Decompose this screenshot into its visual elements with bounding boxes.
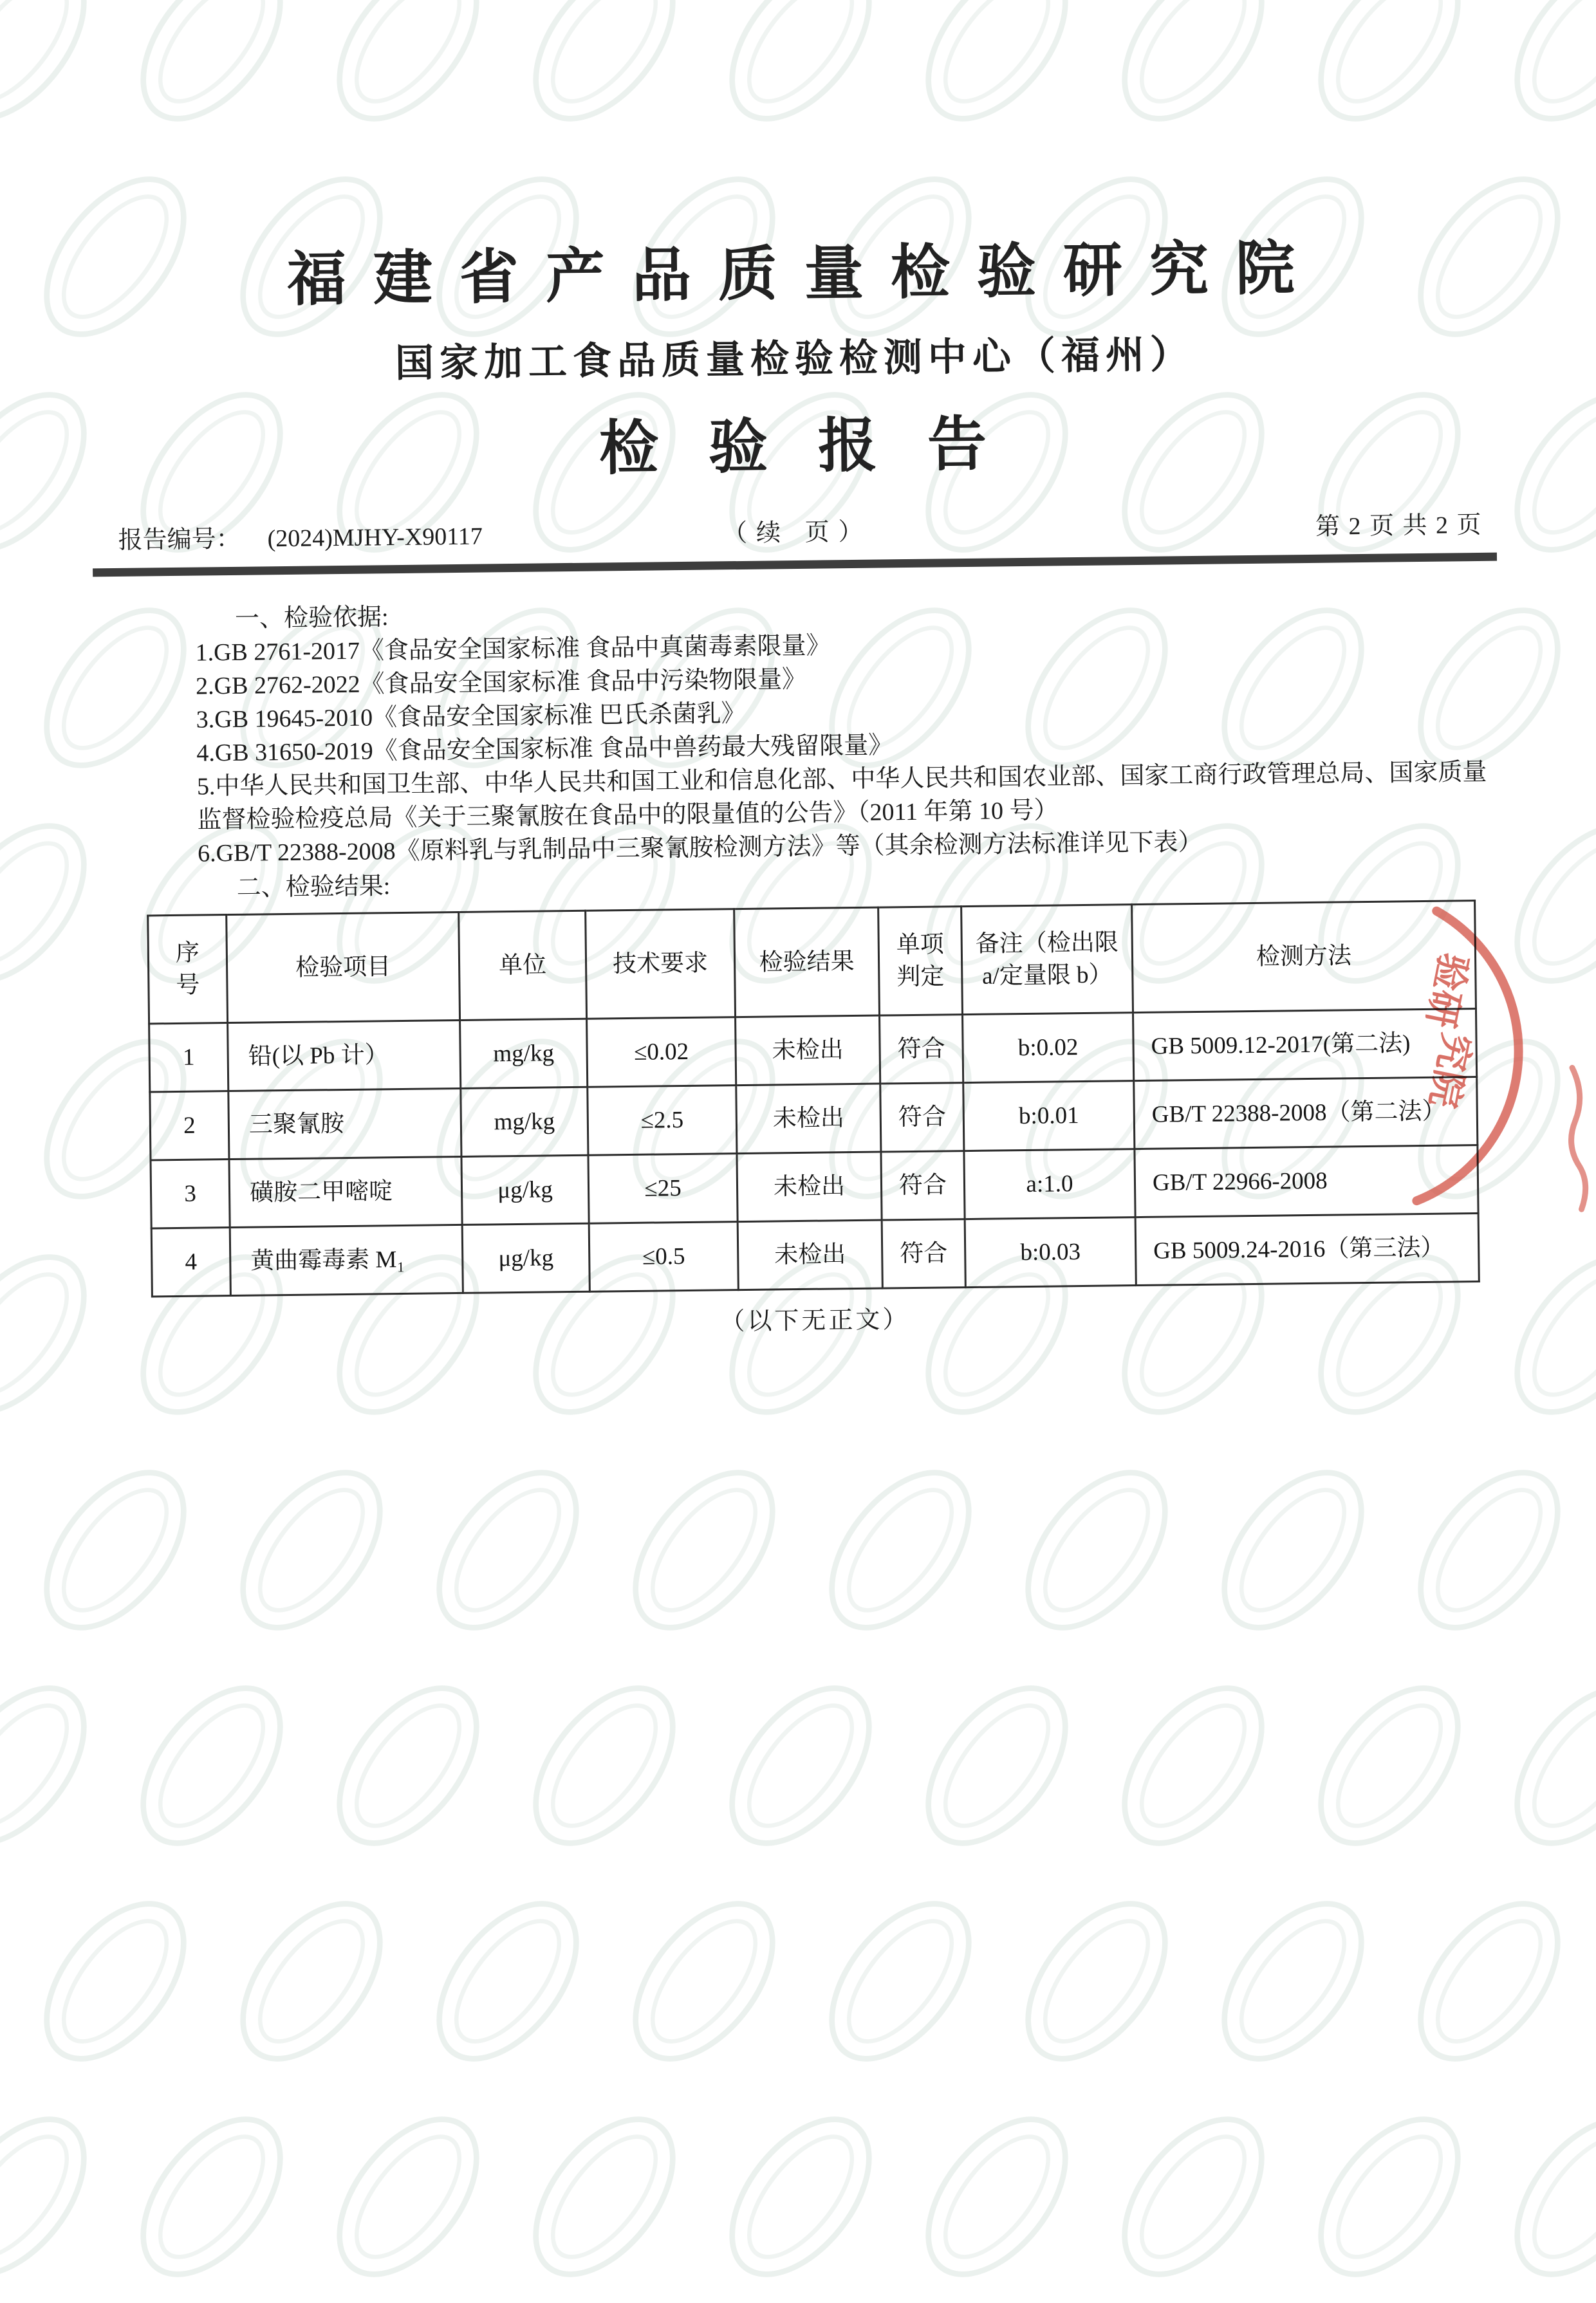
seal-text-fragment2: 究院 — [1422, 1030, 1478, 1111]
table-cell: 三聚氰胺 — [228, 1088, 461, 1159]
report-number-value: (2024)MJHY-X90117 — [267, 523, 483, 553]
table-cell: 符合 — [880, 1083, 964, 1152]
table-cell: GB 5009.24-2016（第三法） — [1135, 1214, 1479, 1286]
continued-page-note: （续 页） — [722, 518, 872, 548]
table-cell: a:1.0 — [964, 1149, 1135, 1219]
table-row — [151, 1214, 1479, 1297]
basis-item: 4.GB 31650-2019《食品安全国家标准 食品中兽药最大残留限量》 — [196, 732, 893, 767]
table-cell: 1 — [149, 1023, 228, 1092]
table-cell: 未检出 — [736, 1084, 881, 1154]
table-cell: 2 — [150, 1091, 229, 1160]
page-info: 第 2 页 共 2 页 — [1315, 511, 1483, 541]
center-title: 国家加工食品质量检验检测中心（福州） — [394, 332, 1195, 385]
basis-heading: 一、检验依据: — [234, 604, 389, 633]
table-cell: GB 5009.12-2017(第二法) — [1133, 1009, 1477, 1081]
table-cell: 未检出 — [737, 1152, 882, 1222]
col-header-item: 检验项目 — [227, 912, 460, 1022]
table-cell: ≤25 — [588, 1154, 738, 1224]
table-cell: 未检出 — [736, 1015, 880, 1086]
results-heading: 二、检验结果: — [236, 873, 391, 902]
table-cell: b:0.03 — [965, 1217, 1136, 1288]
report-number-label: 报告编号： — [118, 525, 241, 554]
table-cell: 磺胺二甲嘧啶 — [229, 1156, 462, 1227]
no-more-text-note: （以下无正文） — [720, 1306, 910, 1336]
table-cell: 3 — [151, 1160, 230, 1228]
col-header-unit: 单位 — [459, 911, 587, 1020]
col-header-judgement: 单项判定 — [878, 907, 963, 1015]
basis-item: 5.中华人民共和国卫生部、中华人民共和国工业和信息化部、中华人民共和国农业部、国家工商行政管理总局、国家质量监督检验检疫总局《关于三聚氰胺在食品中的限量值的公告》（2011 年第 10 号） — [196, 758, 1487, 834]
table-cell: GB/T 22966-2008 — [1135, 1145, 1478, 1217]
table-cell: ≤0.02 — [587, 1017, 736, 1087]
table-cell: GB/T 22388-2008（第二法） — [1134, 1077, 1478, 1149]
seal-smudge — [1570, 1068, 1586, 1209]
basis-item: 6.GB/T 22388-2008《原料乳与乳制品中三聚氰胺检测方法》等（其余检测方法标准详见下表） — [197, 828, 1203, 867]
table-cell: 符合 — [880, 1015, 963, 1084]
basis-item: 2.GB 2762-2022《食品安全国家标准 食品中污染物限量》 — [195, 665, 807, 700]
table-cell: 符合 — [882, 1219, 965, 1288]
table-cell: μg/kg — [461, 1155, 589, 1225]
table-cell: 未检出 — [738, 1220, 882, 1290]
basis-item: 3.GB 19645-2010《食品安全国家标准 巴氏杀菌乳》 — [196, 699, 746, 734]
table-cell: ≤0.5 — [589, 1222, 738, 1292]
report-title: 检验报告 — [598, 411, 1037, 482]
table-cell: 黄曲霉毒素 M₁ — [230, 1225, 463, 1295]
col-header-result: 检验结果 — [734, 907, 880, 1017]
table-cell: 符合 — [881, 1151, 965, 1220]
table-cell: mg/kg — [460, 1019, 588, 1088]
table-cell: 铅(以 Pb 计） — [228, 1020, 461, 1091]
col-header-requirement: 技术要求 — [586, 909, 736, 1019]
results-table — [147, 900, 1480, 1297]
basis-item: 1.GB 2761-2017《食品安全国家标准 食品中真菌毒素限量》 — [195, 632, 831, 667]
col-header-method: 检测方法 — [1132, 901, 1476, 1013]
header-divider — [93, 553, 1497, 577]
org-title: 福建省产品质量检验研究院 — [286, 235, 1322, 313]
report-meta-row — [118, 504, 1482, 555]
table-cell: ≤2.5 — [588, 1086, 737, 1156]
results-table-head — [148, 901, 1476, 1024]
col-header-remark: 备注（检出限 a/定量限 b） — [961, 905, 1133, 1015]
col-header-seq: 序号 — [148, 915, 228, 1024]
table-cell: b:0.02 — [963, 1013, 1134, 1083]
table-cell: b:0.01 — [963, 1081, 1135, 1151]
table-cell: 4 — [151, 1228, 230, 1297]
report-number-group — [118, 516, 483, 555]
table-header-row — [148, 901, 1476, 1024]
table-cell: mg/kg — [461, 1087, 588, 1156]
table-cell: μg/kg — [462, 1223, 589, 1293]
results-table-body — [149, 1009, 1480, 1297]
basis-section — [195, 588, 1499, 871]
seal-text-fragment: 验研 — [1418, 949, 1475, 1031]
